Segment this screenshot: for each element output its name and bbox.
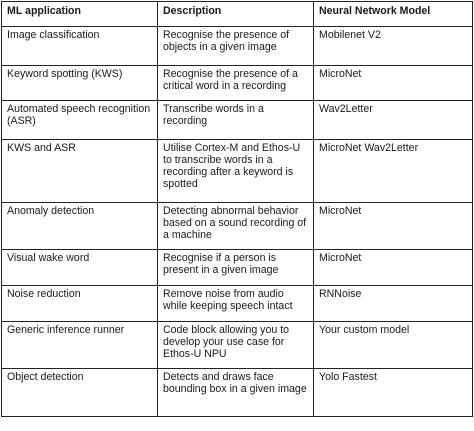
column-header-application: ML application	[2, 2, 158, 27]
cell-model: MicroNet	[314, 66, 473, 101]
table-row	[2, 27, 473, 66]
cell-description: Code block allowing you to develop your use case for Ethos-U NPU	[158, 322, 314, 369]
ml-applications-table	[1, 1, 473, 417]
table-row	[2, 322, 473, 369]
table-row	[2, 66, 473, 101]
column-header-description: Description	[158, 2, 314, 27]
cell-description: Detecting abnormal behavior based on a sound recording of a machine	[158, 203, 314, 250]
cell-model: Mobilenet V2	[314, 27, 473, 66]
cell-model: MicroNet	[314, 203, 473, 250]
cell-description: Remove noise from audio while keeping speech intact	[158, 286, 314, 322]
table-row	[2, 203, 473, 250]
cell-application: Visual wake word	[2, 250, 158, 286]
table-row	[2, 250, 473, 286]
cell-model: RNNoise	[314, 286, 473, 322]
cell-description: Recognise if a person is present in a given image	[158, 250, 314, 286]
cell-application: Keyword spotting (KWS)	[2, 66, 158, 101]
cell-application: Image classification	[2, 27, 158, 66]
cell-application: Anomaly detection	[2, 203, 158, 250]
cell-description: Transcribe words in a recording	[158, 101, 314, 140]
cell-application: Noise reduction	[2, 286, 158, 322]
cell-application: Generic inference runner	[2, 322, 158, 369]
table-row	[2, 369, 473, 417]
cell-model: Yolo Fastest	[314, 369, 473, 417]
cell-application: KWS and ASR	[2, 140, 158, 203]
table-row	[2, 140, 473, 203]
cell-description: Utilise Cortex-M and Ethos-U to transcribe words in a recording after a keyword is spotted	[158, 140, 314, 203]
cell-description: Detects and draws face bounding box in a given image	[158, 369, 314, 417]
table-header-row	[2, 2, 473, 27]
cell-model: MicroNet Wav2Letter	[314, 140, 473, 203]
cell-model: MicroNet	[314, 250, 473, 286]
cell-application: Object detection	[2, 369, 158, 417]
cell-application: Automated speech recognition (ASR)	[2, 101, 158, 140]
cell-description: Recognise the presence of objects in a given image	[158, 27, 314, 66]
cell-model: Wav2Letter	[314, 101, 473, 140]
table-row	[2, 101, 473, 140]
cell-description: Recognise the presence of a critical word in a recording	[158, 66, 314, 101]
column-header-model: Neural Network Model	[314, 2, 473, 27]
cell-model: Your custom model	[314, 322, 473, 369]
table-row	[2, 286, 473, 322]
